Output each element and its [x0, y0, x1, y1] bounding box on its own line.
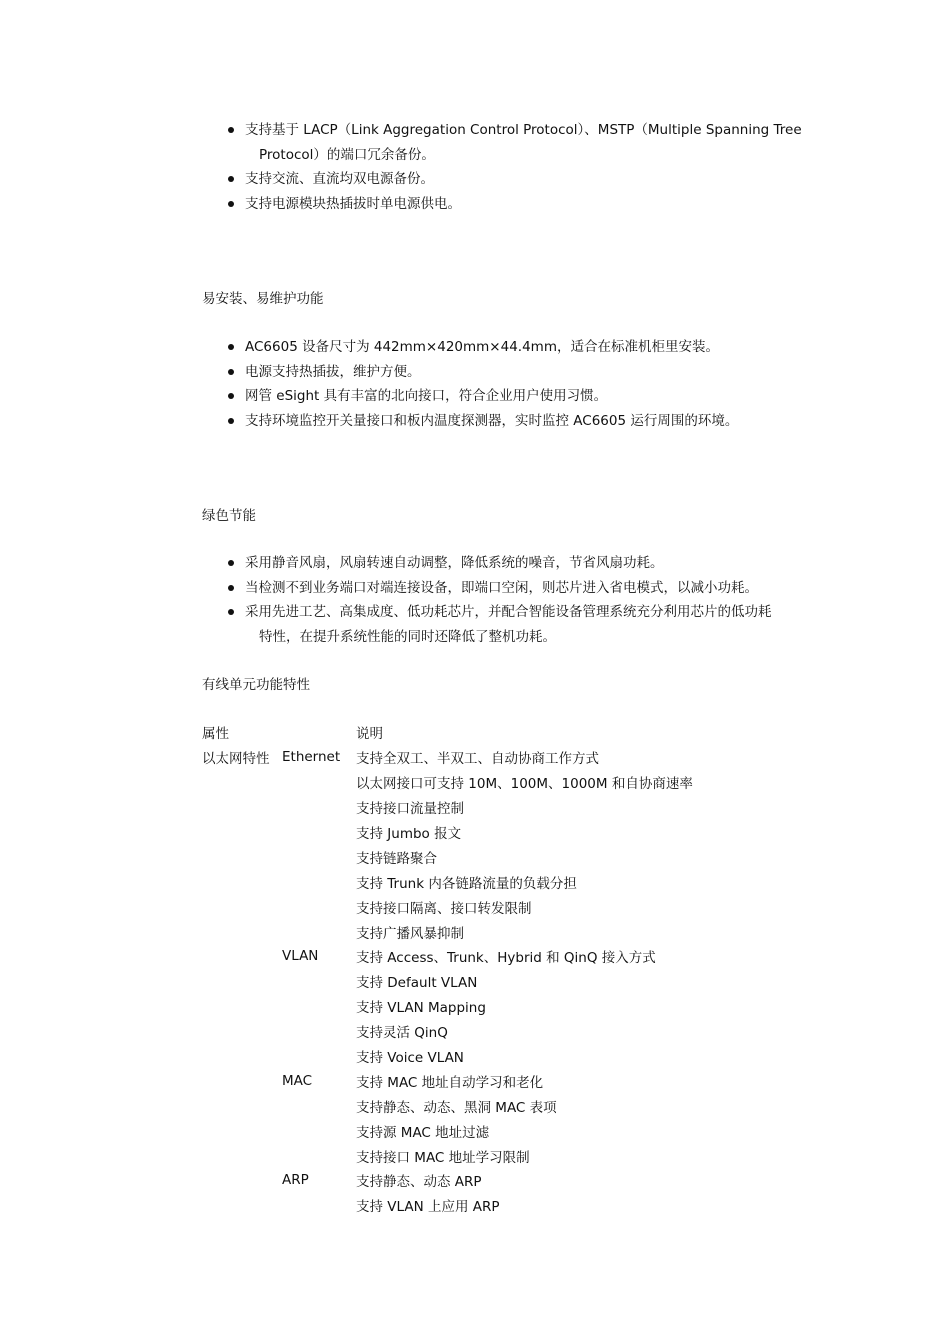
green-list: [228, 551, 818, 649]
bullet-icon: [228, 393, 234, 399]
table-cell-c2: [282, 969, 356, 994]
table-cell-c3: 支持灵活 QinQ: [356, 1025, 448, 1042]
table-cell-c3: 支持 Access、Trunk、Hybrid 和 QinQ 接入方式: [356, 950, 656, 967]
table-cell-c1: [202, 919, 282, 944]
redundancy-list: [228, 118, 818, 216]
table-row: [202, 944, 776, 969]
table-row: [202, 1019, 776, 1044]
list-item-text: AC6605 设备尺寸为 442mm×420mm×44.4mm，适合在标准机柜里安装。: [245, 339, 719, 355]
table-row: [202, 770, 776, 795]
list-item-text-continuation: Protocol）的端口冗余备份。: [259, 146, 435, 163]
table-cell-c2: VLAN: [282, 948, 319, 965]
list-item: [228, 600, 818, 649]
section-heading-install: 易安装、易维护功能: [202, 291, 324, 307]
table-cell-c3: 支持链路聚合: [356, 850, 437, 867]
table-cell-c3: 支持全双工、半双工、自动协商工作方式: [356, 751, 599, 768]
table-cell-c3: 支持 Voice VLAN: [356, 1050, 464, 1067]
list-item: [228, 360, 818, 385]
table-cell-c3: 支持 Trunk 内各链路流量的负载分担: [356, 875, 577, 892]
table-cell-c1: [202, 869, 282, 894]
list-item-text: 当检测不到业务端口对端连接设备，即端口空闲，则芯片进入省电模式，以减小功耗。: [245, 579, 758, 596]
table-cell-c3: 支持静态、动态、黑洞 MAC 表项: [356, 1099, 557, 1116]
bullet-icon: [228, 127, 234, 133]
list-item: [228, 118, 818, 167]
list-item-text: 支持基于 LACP（Link Aggregation Control Protocol）、MSTP（Multiple Spanning Tree: [245, 122, 802, 138]
list-item-text: 支持交流、直流均双电源备份。: [245, 171, 434, 187]
table-cell-c3: 支持 Default VLAN: [356, 975, 478, 992]
section-heading-wired: 有线单元功能特性: [202, 677, 310, 693]
table-cell-c3: 支持 VLAN 上应用 ARP: [356, 1199, 500, 1216]
table-row: [202, 745, 776, 770]
list-item-text-continuation: 特性，在提升系统性能的同时还降低了整机功耗。: [259, 628, 556, 645]
list-item-text: 采用先进工艺、高集成度、低功耗芯片，并配合智能设备管理系统充分利用芯片的低功耗: [245, 604, 772, 620]
table-row: [202, 894, 776, 919]
bullet-icon: [228, 369, 234, 375]
list-item: [228, 576, 818, 601]
table-row: [202, 795, 776, 820]
table-cell-c1: [202, 894, 282, 919]
bullet-icon: [228, 609, 234, 615]
table-cell-c2: [282, 1044, 356, 1069]
table-cell-c3: 以太网接口可支持 10M、100M、1000M 和自协商速率: [356, 776, 693, 793]
table-cell-c1: [202, 1118, 282, 1143]
table-cell-c1: [202, 820, 282, 845]
table-cell-c3: 支持接口隔离、接口转发限制: [356, 900, 532, 917]
table-cell-c2: [282, 1143, 356, 1168]
table-cell-c1: [202, 969, 282, 994]
table-row: [202, 1044, 776, 1069]
table-row: [202, 820, 776, 845]
bullet-icon: [228, 201, 234, 207]
table-cell-c2: [282, 894, 356, 919]
table-row: [202, 869, 776, 894]
table-cell-c2: [282, 844, 356, 869]
table-cell-c1: [202, 1193, 282, 1218]
header-attr: 属性: [202, 726, 229, 743]
table-cell-c1: [202, 1044, 282, 1069]
list-item-text: 支持电源模块热插拔时单电源供电。: [245, 195, 461, 212]
table-cell-c1: [202, 1093, 282, 1118]
table-cell-c3: 支持源 MAC 地址过滤: [356, 1124, 490, 1141]
list-item-text: 采用静音风扇，风扇转速自动调整，降低系统的噪音，节省风扇功耗。: [245, 555, 664, 571]
section-heading-green: 绿色节能: [202, 508, 256, 524]
table-cell-c2: [282, 1093, 356, 1118]
table-cell-c3: 支持 Jumbo 报文: [356, 826, 462, 842]
table-cell-c3: 支持 VLAN Mapping: [356, 1000, 486, 1017]
table-row: [202, 1118, 776, 1143]
list-item-text: 网管 eSight 具有丰富的北向接口，符合企业用户使用习惯。: [245, 388, 608, 404]
table-row: [202, 994, 776, 1019]
table-cell-c3: 支持广播风暴抑制: [356, 925, 464, 942]
table-cell-c1: [202, 994, 282, 1019]
list-item-text: 电源支持热插拔，维护方便。: [245, 363, 421, 380]
list-item: [228, 409, 818, 434]
table-row: [202, 844, 776, 869]
feature-table: [202, 720, 776, 1218]
table-cell-c2: [282, 795, 356, 820]
header-desc: 说明: [356, 726, 383, 743]
table-cell-c1: [202, 1168, 282, 1193]
table-cell-c2: ARP: [282, 1172, 309, 1189]
table-cell-c2: Ethernet: [282, 749, 341, 766]
table-cell-c1: [202, 795, 282, 820]
table-cell-c1: [202, 1019, 282, 1044]
list-item: [228, 192, 818, 217]
table-cell-c2: [282, 820, 356, 845]
table-cell-c3: 支持接口流量控制: [356, 801, 464, 818]
list-item: [228, 551, 818, 576]
bullet-icon: [228, 418, 234, 424]
table-cell-c1: [202, 770, 282, 795]
bullet-icon: [228, 176, 234, 182]
table-cell-c2: [282, 1118, 356, 1143]
bullet-icon: [228, 344, 234, 350]
table-row: [202, 969, 776, 994]
table-cell-c3: 支持 MAC 地址自动学习和老化: [356, 1074, 544, 1091]
table-header-row: [202, 720, 776, 745]
list-item-text: 支持环境监控开关量接口和板内温度探测器，实时监控 AC6605 运行周围的环境。: [245, 412, 739, 429]
table-row: [202, 1068, 776, 1093]
table-cell-c2: [282, 869, 356, 894]
list-item: [228, 384, 818, 409]
table-cell-c1: [202, 1068, 282, 1093]
table-row: [202, 1168, 776, 1193]
table-cell-c1: [202, 1143, 282, 1168]
table-cell-c2: [282, 994, 356, 1019]
table-row: [202, 1093, 776, 1118]
table-row: [202, 1193, 776, 1218]
table-cell-c2: [282, 770, 356, 795]
table-cell-c2: [282, 1019, 356, 1044]
install-list: [228, 335, 818, 433]
list-item: [228, 335, 818, 360]
table-cell-c2: MAC: [282, 1072, 313, 1089]
table-cell-c2: [282, 1193, 356, 1218]
table-cell-c1: [202, 844, 282, 869]
list-item: [228, 167, 818, 192]
bullet-icon: [228, 585, 234, 591]
table-cell-c3: 支持静态、动态 ARP: [356, 1174, 482, 1191]
table-cell-c2: [282, 919, 356, 944]
table-cell-c1: 以太网特性: [202, 751, 270, 768]
table-cell-c1: [202, 944, 282, 969]
table-row: [202, 919, 776, 944]
table-cell-c3: 支持接口 MAC 地址学习限制: [356, 1149, 530, 1166]
table-row: [202, 1143, 776, 1168]
bullet-icon: [228, 560, 234, 566]
